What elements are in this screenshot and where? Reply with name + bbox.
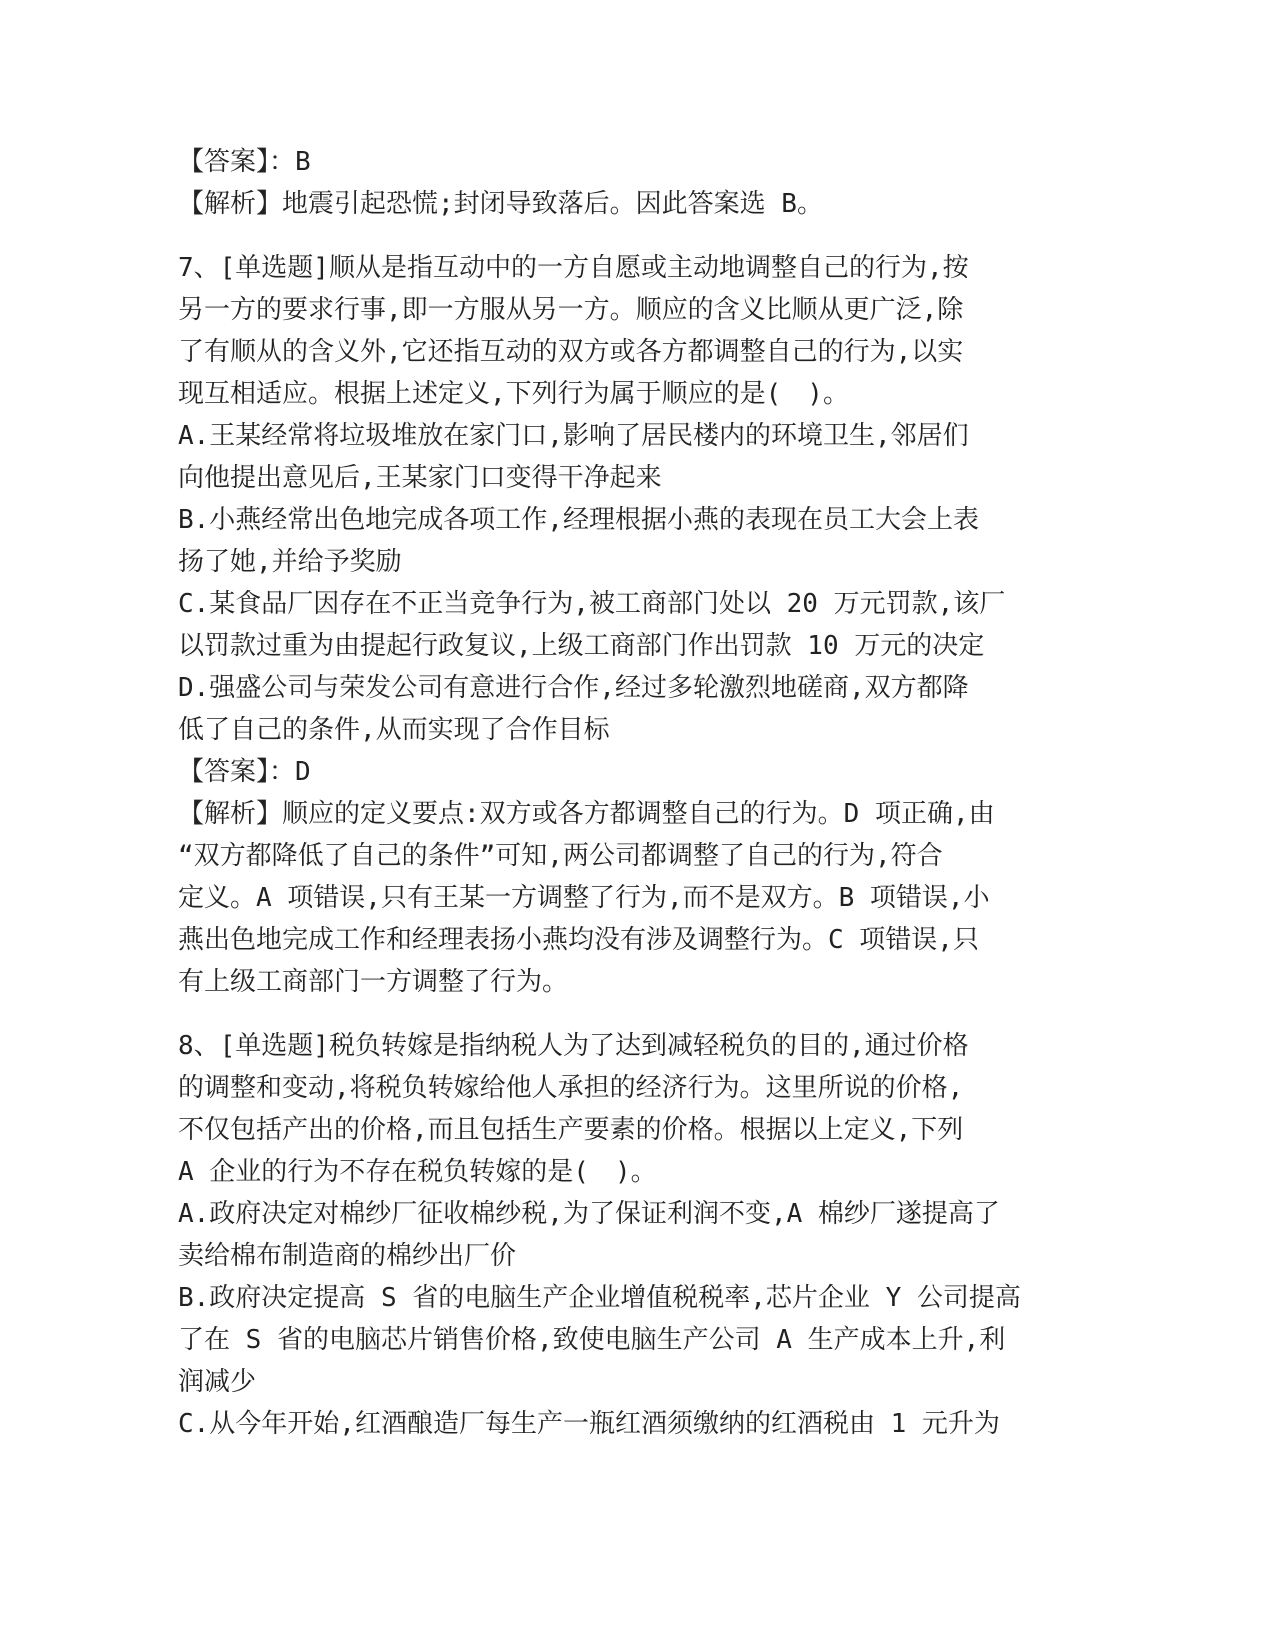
q8-option-a: 卖给棉布制造商的棉纱出厂价 <box>178 1241 517 1271</box>
question-8 <box>178 1025 1058 1445</box>
q7-analysis-line: 【解析】顺应的定义要点:双方或各方都调整自己的行为。D 项正确,由 <box>178 799 995 829</box>
q8-stem-line: 的调整和变动,将税负转嫁给他人承担的经济行为。这里所说的价格, <box>178 1073 964 1103</box>
q7-option-b: B.小燕经常出色地完成各项工作,经理根据小燕的表现在员工大会上表 <box>178 505 979 535</box>
q8-stem-line: 8、[单选题]税负转嫁是指纳税人为了达到减轻税负的目的,通过价格 <box>178 1031 969 1061</box>
q7-option-b: 扬了她,并给予奖励 <box>178 547 402 577</box>
q7-stem-line: 另一方的要求行事,即一方服从另一方。顺应的含义比顺从更广泛,除 <box>178 295 964 325</box>
q8-option-a: A.政府决定对棉纱厂征收棉纱税,为了保证利润不变,A 棉纱厂遂提高了 <box>178 1199 1000 1229</box>
q8-option-b: 了在 S 省的电脑芯片销售价格,致使电脑生产公司 A 生产成本上升,利 <box>178 1325 1006 1355</box>
question-7 <box>178 247 1058 1003</box>
q7-analysis-line: 燕出色地完成工作和经理表扬小燕均没有涉及调整行为。C 项错误,只 <box>178 925 979 955</box>
q7-stem-line: 7、[单选题]顺从是指互动中的一方自愿或主动地调整自己的行为,按 <box>178 253 969 283</box>
q7-analysis-line: 定义。A 项错误,只有王某一方调整了行为,而不是双方。B 项错误,小 <box>178 883 990 913</box>
paragraph-gap <box>178 1003 1058 1025</box>
q7-stem-line: 现互相适应。根据上述定义,下列行为属于顺应的是( )。 <box>178 379 849 409</box>
q7-option-d: D.强盛公司与荣发公司有意进行合作,经过多轮激烈地磋商,双方都降 <box>178 673 969 703</box>
q7-analysis-line: 有上级工商部门一方调整了行为。 <box>178 967 569 997</box>
q8-stem-line: 不仅包括产出的价格,而且包括生产要素的价格。根据以上定义,下列 <box>178 1115 964 1145</box>
q8-option-c: C.从今年开始,红酒酿造厂每生产一瓶红酒须缴纳的红酒税由 1 元升为 <box>178 1409 1000 1439</box>
q7-answer: 【答案】：D <box>178 757 311 787</box>
q7-analysis-line: “双方都降低了自己的条件”可知,两公司都调整了自己的行为,符合 <box>178 841 943 871</box>
q7-option-c: 以罚款过重为由提起行政复议,上级工商部门作出罚款 10 万元的决定 <box>178 631 985 661</box>
q7-option-c: C.某食品厂因存在不正当竞争行为,被工商部门处以 20 万元罚款,该厂 <box>178 589 1006 619</box>
q7-option-a: 向他提出意见后,王某家门口变得干净起来 <box>178 463 662 493</box>
q8-option-b: 润减少 <box>178 1367 257 1397</box>
prev-analysis: 【解析】地震引起恐慌;封闭导致落后。因此答案选 B。 <box>178 189 823 219</box>
q8-option-b: B.政府决定提高 S 省的电脑生产企业增值税税率,芯片企业 Y 公司提高 <box>178 1283 1021 1313</box>
q7-option-d: 低了自己的条件,从而实现了合作目标 <box>178 715 610 745</box>
prev-answer: 【答案】：B <box>178 147 311 177</box>
q8-stem-line: A 企业的行为不存在税负转嫁的是( )。 <box>178 1157 657 1187</box>
paragraph-gap <box>178 225 1058 247</box>
document-page <box>178 141 1058 1445</box>
q7-option-a: A.王某经常将垃圾堆放在家门口,影响了居民楼内的环境卫生,邻居们 <box>178 421 969 451</box>
q7-stem-line: 了有顺从的含义外,它还指互动的双方或各方都调整自己的行为,以实 <box>178 337 964 367</box>
